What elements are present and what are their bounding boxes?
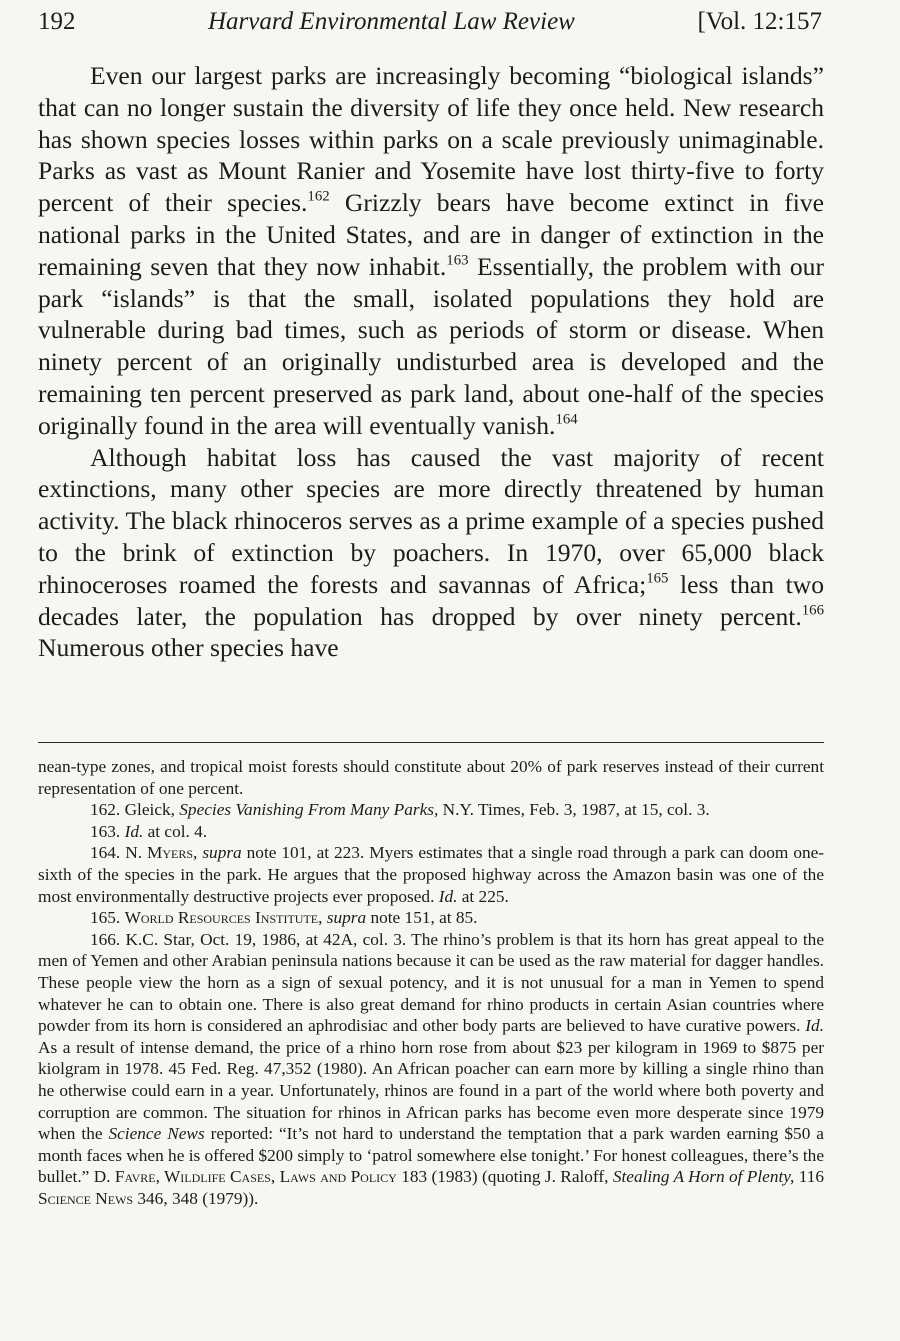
paragraph-parks-islands <box>38 60 824 442</box>
paragraph-text: Although habitat loss has caused the vast majority of recent extinctions, many other species are more directly threatened by human activity. The black rhinoceros serves as a prime example of a species pushed to the brink of extinction by poachers. In 1970, over 65,000 black rhinoceroses roamed the forests and savannas of Africa; <box>38 442 824 599</box>
paragraph-text: less than two decades later, the population has dropped by over ninety percent. <box>38 569 824 631</box>
paragraph-text: Even our largest parks are increasingly becoming “biological islands” that can no longer sustain the diversity of life they once held. New research has shown species losses within parks on a scale previously unimaginable. Parks as vast as Mount Ranier and Yosemite have lost thirty-five to forty percent of their species. <box>38 61 824 218</box>
paragraph-text: Grizzly bears have become extinct in five national parks in the United States, and are in danger of extinction in the remaining seven that they now inhabit. <box>38 188 824 281</box>
footnote-162: 162. Gleick, Species Vanishing From Many Parks, N.Y. Times, Feb. 3, 1987, at 15, col. 3. <box>90 800 710 820</box>
volume-citation: [Vol. 12:157 <box>697 8 822 35</box>
page-number: 192 <box>38 8 76 35</box>
footnote-ref-164[interactable]: 164 <box>555 411 578 428</box>
footnote-ref-165[interactable]: 165 <box>646 570 669 587</box>
paragraph-text: Numerous other species have <box>38 633 339 663</box>
paragraph-text: Essentially, the problem with our park “islands” is that the small, isolated populations they hold are vulnerable during bad times, such as periods of storm or disease. When ninety percent of an originally undisturbed area is developed and the remaining ten percent preserved as park land, about one-half of the species originally found in the area will eventually vanish. <box>38 251 824 440</box>
footnote-165: 165. World Resources Institute, supra note 151, at 85. <box>90 908 478 928</box>
footnote-164: 164. N. Myers, supra note 101, at 223. Myers estimates that a single road through a park can doom one-sixth of the species in the park. He argues that the proposed highway across the Amazon basin was one of the most environmentally destructive projects ever proposed. Id. at 225. <box>38 843 825 906</box>
footnote-divider <box>38 742 824 743</box>
footnote-163: 163. Id. at col. 4. <box>90 821 208 841</box>
footnote-carryover: nean-type zones, and tropical moist forests should constitute about 20% of park reserves instead of their current representation of one percent. <box>38 757 824 798</box>
running-header <box>38 4 822 40</box>
journal-title: Harvard Environmental Law Review <box>208 8 575 35</box>
footnotes <box>38 756 824 1209</box>
main-text <box>38 60 824 664</box>
footnote-ref-162[interactable]: 162 <box>307 188 330 205</box>
footnote-ref-166[interactable]: 166 <box>801 601 824 618</box>
footnote-ref-163[interactable]: 163 <box>446 252 469 269</box>
footnote-166: 166. K.C. Star, Oct. 19, 1986, at 42A, col. 3. The rhino’s problem is that its horn has great appeal to the men of Yemen and other Arabian peninsula nations because it can be used as the raw material for dagger handles. These people view the horn as a sign of sexual potency, and it is not unusual for a man in Yemen to spend whatever he can to obtain one. There is also great demand for rhino products in certain Asian countries where powder from its horn is considered an aphrodisiac and other body parts are believed to have curative powers. Id. As a result of intense demand, the price of a rhino horn rose from about $23 per kilogram in 1969 to $875 per kiolgram in 1978. 45 Fed. Reg. 47,352 (1980). An African poacher can earn more by killing a single rhino than he otherwise could earn in a year. Unfortunately, rhinos are found in a part of the world where both poverty and corruption are common. The situation for rhinos in African parks has become even more desperate since 1979 when the Science News reported: “It’s not hard to understand the temptation that a park warden earning $50 a month faces when he is offered $200 simply to ‘patrol somewhere else tonight.’ For honest colleagues, there’s the bullet.” D. Favre, Wildlife Cases, Laws and Policy 183 (1983) (quoting J. Raloff, Stealing A Horn of Plenty, 116 Science News 346, 348 (1979)). <box>38 929 824 1208</box>
paragraph-rhinoceros <box>38 442 824 665</box>
